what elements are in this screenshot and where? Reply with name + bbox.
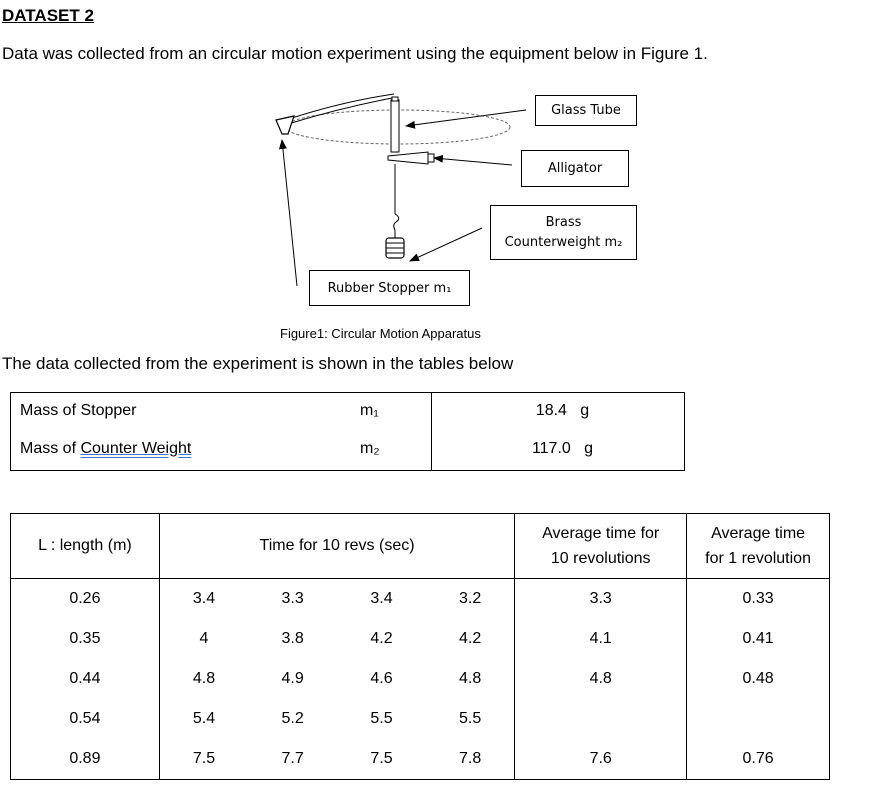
glass-tube-label: Glass Tube: [535, 95, 637, 126]
string-line: [286, 94, 394, 120]
cell-length: 0.89: [11, 739, 160, 780]
header-avg10: Average time for 10 revolutions: [515, 514, 687, 579]
table-row: [10, 392, 685, 430]
cell-avg10: 4.1: [515, 619, 687, 659]
cell-time: 5.4: [192, 710, 216, 727]
cell-time: 4.2: [370, 630, 393, 647]
cell-time: 4.9: [281, 670, 304, 687]
brass-counterweight-label: [490, 205, 637, 260]
table-row: [11, 699, 830, 739]
cell-avg1: 0.48: [742, 670, 774, 687]
cell-time: 5.5: [426, 699, 515, 739]
mass-table: [10, 392, 685, 468]
table-row: [10, 430, 685, 468]
brass-label-line1: Brass: [545, 214, 582, 230]
header-avg1: Average time for 1 revolution: [687, 514, 830, 579]
table-row: [11, 739, 830, 780]
cell-avg1: 0.33: [742, 590, 774, 607]
cell-length: 0.35: [11, 619, 160, 659]
cell-time: 3.3: [281, 590, 304, 607]
cell-time: 4: [199, 630, 209, 647]
brass-label-line2: Counterweight m₂: [504, 234, 623, 250]
header-length: L : length (m): [11, 514, 160, 579]
cell-avg10: 7.6: [515, 739, 687, 780]
cell-time: 7.7: [281, 750, 304, 767]
timing-data-table: [10, 513, 830, 780]
table-header-row: [11, 514, 830, 579]
mass-value: 117.0 g: [531, 440, 594, 457]
mass-value: 18.4 g: [535, 402, 590, 419]
cell-length: 0.44: [11, 659, 160, 699]
dataset-heading: DATASET 2: [2, 6, 94, 25]
header-time10: Time for 10 revs (sec): [159, 514, 515, 579]
rubber-stopper-label: Rubber Stopper m₁: [309, 270, 470, 306]
brass-weight-shape: [386, 230, 404, 258]
cell-time: 4.8: [426, 659, 515, 699]
cell-time: 7.5: [192, 750, 216, 767]
table-row: [11, 619, 830, 659]
cell-time: 3.8: [281, 630, 304, 647]
cell-time: 3.4: [370, 590, 393, 607]
rubber-stopper-shape: [276, 116, 294, 134]
intro-text: Data was collected from an circular motion experiment using the equipment below in Figure 1.: [2, 44, 708, 63]
cell-time: 4.2: [426, 619, 515, 659]
glass-tube-shape: [391, 100, 399, 152]
cell-time: 4.8: [192, 670, 216, 687]
cell-time: 4.6: [370, 670, 393, 687]
cell-time: 7.8: [426, 739, 515, 780]
alligator-shape: [388, 152, 428, 164]
cell-avg1: [687, 699, 830, 739]
cell-time: 5.5: [370, 710, 393, 727]
tables-intro-text: The data collected from the experiment is shown in the tables below: [2, 354, 514, 373]
cell-time: 3.4: [192, 590, 216, 607]
cell-avg1: 0.76: [742, 750, 774, 767]
mass-symbol: m₁: [360, 402, 379, 419]
table-row: [11, 579, 830, 620]
cell-length: 0.54: [11, 699, 160, 739]
table-row: [11, 659, 830, 699]
mass-symbol: m₂: [360, 440, 380, 457]
mass-label-counterweight: Mass of Counter Weight: [20, 440, 192, 457]
figure-caption: Figure1: Circular Motion Apparatus: [280, 326, 481, 341]
cell-time: 7.5: [370, 750, 393, 767]
cell-time: 3.2: [426, 579, 515, 620]
mass-label-stopper: Mass of Stopper: [20, 402, 137, 419]
cell-time: 5.2: [281, 710, 304, 727]
alligator-label: Alligator: [521, 150, 629, 187]
cell-avg1: 0.41: [742, 630, 774, 647]
cell-length: 0.26: [11, 579, 160, 620]
cell-avg10: 3.3: [515, 579, 687, 620]
cell-avg10: [515, 699, 687, 739]
cell-avg10: 4.8: [515, 659, 687, 699]
